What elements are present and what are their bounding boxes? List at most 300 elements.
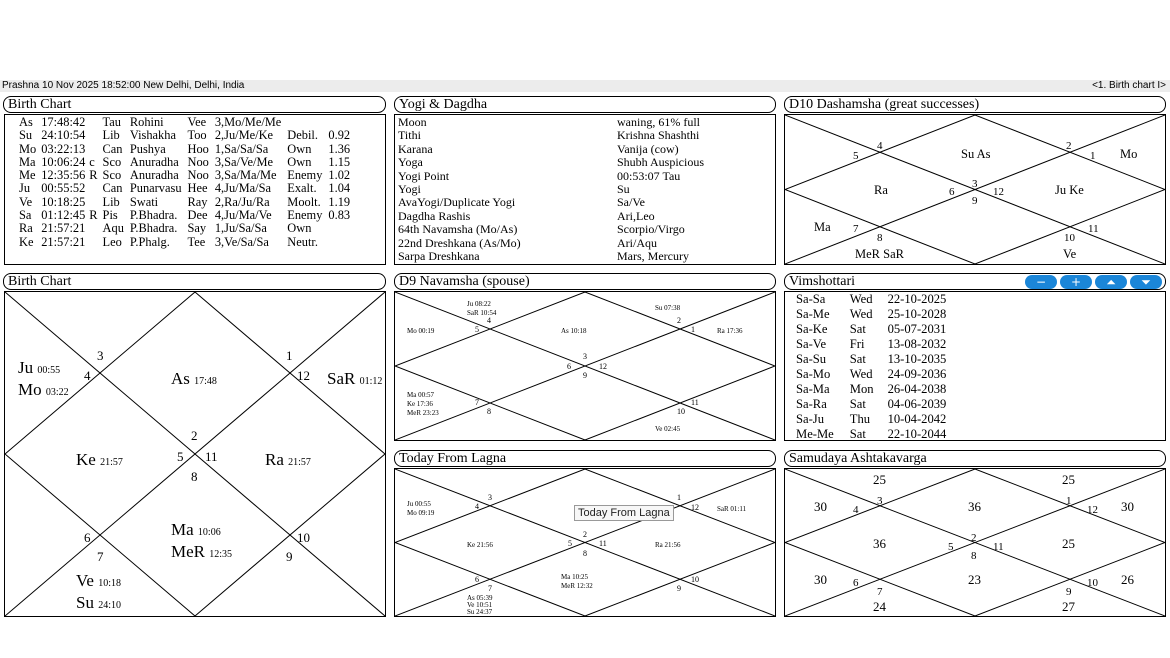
panel-title-d9[interactable]: D9 Navamsha (spouse) [394, 273, 776, 290]
planet-cell: Enemy [287, 208, 323, 223]
d9-house-num: 9 [583, 371, 587, 380]
birth-chart-panel [4, 291, 386, 617]
planet-cell: P.Bhadra. [129, 221, 178, 236]
planet-cell [89, 182, 102, 195]
birth-house-num: 1 [286, 348, 293, 363]
dasha-row[interactable] [796, 292, 946, 307]
planet-cell: R [89, 168, 98, 183]
d10-house-num: 12 [993, 186, 1004, 198]
yogi-label: Sarpa Dreshkana [398, 249, 480, 264]
svg-text:Ju 00:55 [18, 358, 60, 377]
birth-planet: Ma [171, 520, 194, 539]
today-house-num: 8 [583, 549, 587, 558]
planet-cell: 2,Ra/Ju/Ra [214, 194, 270, 209]
planet-cell: Ra [19, 221, 33, 236]
birth-planet-deg: 21:57 [288, 457, 311, 468]
dasha-day: Sat [849, 352, 866, 366]
yogi-row [398, 196, 704, 209]
dasha-row[interactable] [796, 352, 946, 367]
svg-text:MeR 12:35 [171, 542, 232, 561]
d9-house-num: 10 [677, 407, 685, 416]
ashtaka-house-num: 6 [853, 577, 859, 589]
birth-chart [5, 292, 385, 616]
today-house-num: 1 [677, 493, 681, 502]
planet-table [19, 116, 350, 249]
planet-cell: Aqu [102, 221, 124, 236]
d10-panel [784, 114, 1166, 265]
dasha-date: 22-10-2044 [887, 427, 947, 441]
birth-planet: As [171, 369, 190, 388]
planet-cell: 1,Ju/Sa/Sa [214, 221, 267, 236]
planet-cell: Anuradha [129, 168, 179, 183]
today-planet: SaR 01:11 [717, 505, 747, 513]
today-planet: Ma 10:25 [561, 573, 589, 581]
today-house-num: 11 [599, 539, 607, 548]
birth-planet-deg: 03:22 [45, 387, 69, 398]
yogi-label: 22nd Dreshkana (As/Mo) [398, 235, 521, 250]
planet-cell: 3,Ve/Sa/Sa [214, 234, 269, 249]
today-planet: Mo 09:19 [407, 509, 435, 517]
dasha-day: Wed [849, 307, 873, 321]
yogi-row [398, 210, 704, 223]
d10-planets: Su As [961, 147, 991, 161]
dasha-day: Wed [849, 292, 873, 306]
dasha-row[interactable] [796, 427, 946, 442]
ashtaka-house-num: 5 [948, 541, 954, 553]
dasha-table [796, 292, 946, 442]
birth-house-num: 7 [97, 549, 104, 564]
planet-cell: 24:10:54 [41, 128, 86, 143]
today-planet: Ju 00:55 [407, 500, 431, 508]
d9-planet: Mo 00:19 [407, 327, 435, 335]
today-house-num: 7 [488, 584, 492, 593]
svg-text:Ma 10:06 [171, 520, 221, 539]
planet-cell: 01:12:45 [41, 208, 86, 223]
panel-title-today[interactable]: Today From Lagna [394, 450, 776, 467]
dasha-row[interactable] [796, 367, 946, 382]
today-chart [395, 469, 775, 616]
planet-cell: Anuradha [129, 154, 179, 169]
yogi-value: Ari,Leo [617, 208, 655, 223]
planet-cell: Hoo [187, 141, 209, 156]
d9-house-num: 11 [691, 398, 699, 407]
ashtaka-value: 36 [873, 536, 886, 551]
yogi-label: 64th Navamsha (Mo/As) [398, 222, 518, 237]
planet-cell: c [89, 154, 95, 169]
planet-cell: Can [102, 141, 123, 156]
planet-row[interactable] [19, 116, 350, 129]
ashtaka-house-num: 11 [993, 541, 1004, 553]
today-planet: Ve 10:51 [467, 601, 493, 609]
planet-cell: 3,Sa/Ma/Me [214, 168, 277, 183]
dasha-period: Me-Me [796, 427, 834, 441]
planet-cell: Ray [187, 194, 208, 209]
ashtaka-value: 26 [1121, 572, 1134, 587]
dasha-day: Thu [849, 412, 871, 426]
yogi-row [398, 183, 704, 196]
panel-title-d10[interactable]: D10 Dashamsha (great successes) [784, 96, 1166, 113]
d9-house-num: 2 [677, 316, 681, 325]
ashtaka-house-num: 1 [1066, 495, 1072, 507]
planet-cell: 21:57:21 [41, 234, 86, 249]
dasha-date: 13-10-2035 [887, 352, 947, 366]
planet-cell: P.Phalg. [129, 234, 170, 249]
planet-cell [328, 222, 350, 235]
ashtaka-house-num: 3 [877, 495, 883, 507]
yogi-value: Ari/Aqu [617, 235, 657, 250]
planet-cell: 00:55:52 [41, 181, 86, 196]
planet-cell: 0.92 [328, 128, 351, 143]
planet-cell: Mo [19, 141, 37, 156]
birth-planet: Ra [265, 450, 284, 469]
dasha-date: 13-08-2032 [887, 337, 947, 351]
yogi-label: Yogi [398, 182, 421, 197]
d10-house-num: 7 [853, 223, 859, 235]
birth-planet-deg: 10:06 [197, 527, 221, 538]
yogi-table [398, 116, 704, 263]
d9-planet: Ma 00:57 [407, 391, 435, 399]
dasha-date: 25-10-2028 [887, 307, 947, 321]
chart-info: Prashna 10 Nov 2025 18:52:00 New Delhi, Delhi, India [2, 80, 245, 91]
planet-row[interactable] [19, 143, 350, 156]
birth-planet: Ke [76, 450, 96, 469]
planet-cell: Leo [102, 234, 122, 249]
ashtaka-house-num: 4 [853, 504, 859, 516]
dasha-period: Sa-Mo [796, 367, 831, 381]
yogi-row [398, 156, 704, 169]
yogi-label: Yogi Point [398, 168, 450, 183]
ashtaka-value: 27 [1062, 599, 1075, 614]
today-house-num: 2 [583, 530, 587, 539]
planet-cell: 03:22:13 [41, 141, 86, 156]
yogi-row [398, 143, 704, 156]
birth-house-num: 12 [297, 368, 310, 383]
dasha-period: Sa-Me [796, 307, 830, 321]
dasha-row[interactable] [796, 307, 946, 322]
d10-house-num: 11 [1088, 223, 1099, 235]
today-planet: Ke 21:56 [467, 541, 493, 549]
d10-house-num: 4 [877, 140, 883, 152]
planet-cell: Debil. [287, 128, 318, 143]
birth-house-num: 8 [191, 469, 198, 484]
yogi-value: 00:53:07 Tau [617, 168, 681, 183]
chart-selector[interactable]: <1. Birth chart I> [1092, 80, 1166, 91]
d10-house-num: 9 [972, 195, 978, 207]
d9-house-num: 7 [475, 398, 479, 407]
birth-house-num: 9 [286, 549, 293, 564]
planet-cell: Tee [187, 234, 206, 249]
planet-cell: Hee [187, 181, 208, 196]
panel-title-samudaya[interactable]: Samudaya Ashtakavarga [784, 450, 1166, 467]
today-house-num: 4 [475, 502, 479, 511]
d10-house-num: 10 [1064, 232, 1075, 244]
planet-cell: 10:06:24 [41, 154, 86, 169]
d10-planets: Mo [1120, 147, 1138, 161]
planet-cell: Neutr. [287, 234, 318, 249]
planet-cell: 12:35:56 [41, 168, 86, 183]
birth-planet: Su [76, 593, 94, 612]
d9-planet: SaR 10:54 [467, 309, 497, 317]
dasha-date: 26-04-2038 [887, 382, 947, 396]
dasha-date: 10-04-2042 [887, 412, 947, 426]
d9-planet: Ve 02:45 [655, 425, 681, 433]
planet-row[interactable] [19, 209, 350, 222]
planet-cell: 4,Ju/Ma/Sa [214, 181, 271, 196]
dasha-period: Sa-Sa [796, 292, 826, 306]
planet-cell: 1,Sa/Sa/Sa [214, 141, 269, 156]
yogi-label: Moon [398, 115, 427, 129]
planet-row[interactable] [19, 196, 350, 209]
d10-house-num: 5 [853, 150, 859, 162]
planet-cell: 17:48:42 [41, 115, 86, 129]
dasha-period: Sa-Ra [796, 397, 827, 411]
dasha-period: Sa-Su [796, 352, 827, 366]
planet-row[interactable] [19, 169, 350, 182]
svg-text:Ke 21:57 [76, 450, 123, 469]
planet-cell: Pushya [129, 141, 166, 156]
svg-text:As 17:48 [171, 369, 217, 388]
d9-panel [394, 291, 776, 441]
panel-title-yogi[interactable]: Yogi & Dagdha [394, 96, 776, 113]
yogi-value: Krishna Shashthi [617, 128, 700, 143]
d9-house-num: 5 [475, 325, 479, 334]
yogi-value: Su [617, 182, 630, 197]
ashtaka-value: 36 [968, 499, 981, 514]
planet-cell: 1.02 [328, 168, 351, 183]
planet-cell: Enemy [287, 168, 323, 183]
birth-table-panel [4, 114, 386, 265]
today-house-num: 9 [677, 584, 681, 593]
panel-title-birth-chart[interactable]: Birth Chart [3, 273, 386, 290]
birth-planet-deg: 12:35 [209, 549, 233, 560]
planet-cell: Own [287, 141, 312, 156]
d9-house-num: 12 [599, 362, 607, 371]
dasha-day: Sat [849, 427, 866, 441]
dasha-row[interactable] [796, 412, 946, 427]
today-house-num: 10 [691, 575, 699, 584]
yogi-label: Yoga [398, 155, 423, 170]
birth-house-num: 4 [84, 368, 91, 383]
svg-text:Ve 10:18 [76, 571, 121, 590]
d10-house-num: 8 [877, 232, 883, 244]
samudaya-panel [784, 468, 1166, 617]
planet-cell: Ve [19, 194, 33, 209]
planet-row[interactable] [19, 129, 350, 142]
d10-planets: Ma [814, 220, 831, 234]
today-planet: As 05:39 [467, 594, 493, 602]
birth-planet-deg: 17:48 [194, 376, 217, 387]
dasha-row[interactable] [796, 322, 946, 337]
birth-planet-deg: 21:57 [100, 457, 123, 468]
planet-cell: Me [19, 168, 36, 183]
planet-cell: P.Bhadra. [129, 208, 178, 223]
planet-cell: Vishakha [129, 128, 176, 143]
d9-planet: As 10:18 [561, 327, 587, 335]
ashtaka-value: 25 [873, 472, 886, 487]
yogi-value: Sa/Ve [617, 195, 645, 210]
planet-cell: Own [287, 154, 312, 169]
planet-row[interactable] [19, 236, 350, 249]
svg-text:Su 24:10 [76, 593, 121, 612]
d10-planets: Ra [874, 183, 888, 197]
planet-cell: Lib [102, 194, 120, 209]
yogi-row [398, 250, 704, 263]
planet-cell [328, 236, 350, 249]
d10-planets: MeR SaR [855, 247, 904, 261]
tooltip: Today From Lagna [574, 505, 674, 521]
yogi-row [398, 237, 704, 250]
d10-house-num: 2 [1066, 140, 1072, 152]
birth-planet-deg: 00:55 [37, 365, 61, 376]
planet-cell: R [89, 208, 98, 223]
scroll-up-button[interactable]: ⏶ [1095, 275, 1127, 289]
planet-cell: 3,Mo/Me/Me [214, 115, 282, 129]
birth-planet: SaR [327, 369, 356, 388]
birth-house-num: 10 [297, 530, 310, 545]
birth-house-num: 11 [205, 449, 218, 464]
planet-cell: Say [187, 221, 207, 236]
dasha-row[interactable] [796, 337, 946, 352]
panel-title-birth-table[interactable]: Birth Chart [3, 96, 386, 113]
d9-planet: Ju 08:22 [467, 300, 491, 308]
planet-cell [287, 116, 328, 129]
ashtaka-value: 23 [968, 572, 981, 587]
planet-cell: Rohini [129, 115, 164, 129]
ashtaka-house-num: 8 [971, 550, 977, 562]
planet-cell: Sco [102, 154, 122, 169]
dasha-day: Fri [849, 337, 865, 351]
planet-cell: 21:57:21 [41, 221, 86, 236]
planet-cell: Dee [187, 208, 208, 223]
yogi-row [398, 170, 704, 183]
today-house-num: 12 [691, 503, 699, 512]
status-bar [0, 80, 1170, 92]
planet-cell: Noo [187, 168, 209, 183]
today-planet: Su 24:37 [467, 608, 493, 616]
birth-planet-deg: 01:12 [359, 376, 383, 387]
yogi-value: Shubh Auspicious [617, 155, 705, 170]
today-panel [394, 468, 776, 617]
planet-row[interactable] [19, 156, 350, 169]
scroll-down-button[interactable]: ⏷ [1130, 275, 1162, 289]
d9-house-num: 1 [691, 325, 695, 334]
planet-cell: Tau [102, 115, 121, 129]
expand-button[interactable]: + [1060, 275, 1092, 289]
planet-cell: Vee [187, 115, 207, 129]
d10-planets: Ju Ke [1055, 183, 1084, 197]
planet-cell: 0.83 [328, 208, 351, 223]
ashtaka-house-num: 9 [1066, 586, 1072, 598]
ashtaka-value: 24 [873, 599, 886, 614]
ashtaka-value: 30 [1121, 499, 1134, 514]
ashtaka-value: 30 [814, 572, 827, 587]
planet-cell: Ju [19, 181, 31, 196]
ashtakavarga-chart [785, 469, 1165, 616]
dasha-date: 05-07-2031 [887, 322, 947, 336]
d10-house-num: 3 [972, 178, 978, 190]
dasha-date: 24-09-2036 [887, 367, 947, 381]
d9-house-num: 4 [487, 316, 491, 325]
ashtaka-value: 25 [1062, 472, 1075, 487]
d9-planet: Su 07:38 [655, 304, 681, 312]
panel-title-vimshottari[interactable]: Vimshottari [784, 273, 1166, 290]
planet-cell: Swati [129, 194, 159, 209]
planet-cell: 4,Ju/Ma/Ve [214, 208, 272, 223]
ashtaka-value: 25 [1062, 536, 1075, 551]
d9-house-num: 3 [583, 352, 587, 361]
planet-cell: Lib [102, 128, 120, 143]
planet-cell: Su [19, 128, 33, 143]
planet-cell: Sa [19, 208, 32, 223]
today-house-num: 6 [475, 575, 479, 584]
dasha-day: Sat [849, 322, 866, 336]
planet-cell: Can [102, 181, 123, 196]
birth-planet: Mo [18, 380, 42, 399]
planet-cell: 10:18:25 [41, 194, 86, 209]
dasha-period: Sa-Ma [796, 382, 830, 396]
planet-row[interactable] [19, 182, 350, 195]
planet-cell: Pis [102, 208, 118, 223]
svg-text:SaR 01:12 [327, 369, 382, 388]
planet-cell: Too [187, 128, 207, 143]
dasha-day: Wed [849, 367, 873, 381]
yogi-value: Mars, Mercury [617, 249, 689, 264]
dasha-date: 22-10-2025 [887, 292, 947, 306]
dasha-period: Sa-Ju [796, 412, 824, 426]
dasha-date: 04-06-2039 [887, 397, 947, 411]
planet-cell [89, 143, 102, 156]
planet-cell: 1.19 [328, 194, 351, 209]
birth-planet-deg: 10:18 [98, 578, 121, 589]
planet-cell [89, 222, 102, 235]
planet-cell: Noo [187, 154, 209, 169]
ashtaka-house-num: 7 [877, 586, 883, 598]
vimshottari-panel [784, 291, 1166, 441]
yogi-panel [394, 114, 776, 265]
today-house-num: 3 [488, 493, 492, 502]
planet-cell [89, 196, 102, 209]
birth-planet: MeR [171, 542, 205, 561]
d9-chart [395, 292, 775, 440]
planet-cell: 2,Ju/Me/Ke [214, 128, 274, 143]
dasha-row[interactable] [796, 382, 946, 397]
planet-cell [328, 116, 350, 129]
d10-house-num: 6 [949, 186, 955, 198]
yogi-value: Scorpio/Virgo [617, 222, 685, 237]
yogi-label: Tithi [398, 128, 421, 143]
yogi-label: Dagdha Rashis [398, 208, 471, 223]
dasha-day: Mon [849, 382, 874, 396]
birth-planet: Ve [76, 571, 94, 590]
dasha-period: Sa-Ve [796, 337, 827, 351]
yogi-label: AvaYogi/Duplicate Yogi [398, 195, 516, 210]
collapse-button[interactable]: − [1025, 275, 1057, 289]
d10-chart [785, 115, 1165, 264]
yogi-row [398, 129, 704, 142]
d10-planets: Ve [1063, 247, 1077, 261]
planet-cell [89, 236, 102, 249]
birth-house-num: 5 [177, 449, 184, 464]
yogi-row [398, 116, 704, 129]
yogi-label: Karana [398, 141, 433, 156]
planet-row[interactable] [19, 222, 350, 235]
dasha-row[interactable] [796, 397, 946, 412]
d9-house-num: 6 [567, 362, 571, 371]
yogi-row [398, 223, 704, 236]
planet-cell: 1.36 [328, 141, 351, 156]
planet-cell: Exalt. [287, 181, 317, 196]
svg-text:Ra 21:57 [265, 450, 311, 469]
